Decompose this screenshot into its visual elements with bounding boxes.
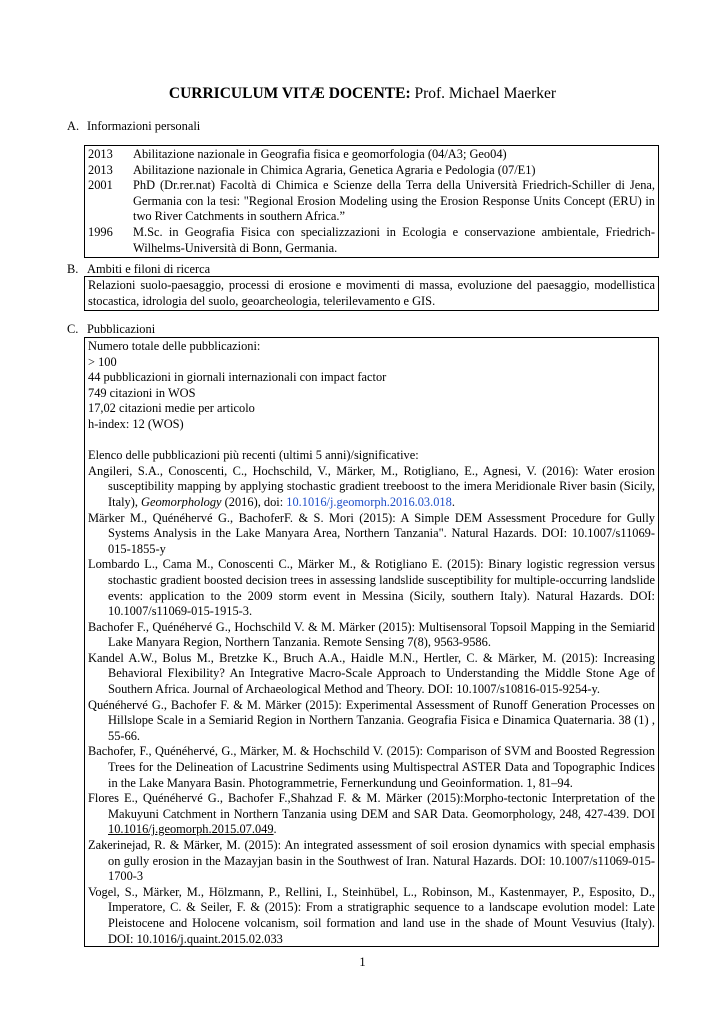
personal-row <box>88 178 655 225</box>
personal-row <box>88 147 655 163</box>
section-a-heading <box>67 119 200 135</box>
publication-list-heading: Elenco delle pubblicazioni più recenti (ultimi 5 anni)/significative: <box>88 448 419 463</box>
personal-info-box <box>84 145 659 258</box>
personal-text: Abilitazione nazionale in Geografia fisica e geomorfologia (04/A3; Geo04) <box>133 147 507 161</box>
journal-name: Geomorphology <box>141 494 222 509</box>
section-label: Ambiti e filoni di ricerca <box>87 262 211 276</box>
stat-line: 749 citazioni in WOS <box>88 385 196 400</box>
ref-text: (2016), doi: <box>221 494 287 509</box>
section-c-heading <box>67 322 155 338</box>
personal-text: PhD (Dr.rer.nat) Facoltà di Chimica e Scienze della Terra della Università Friedrich-Schiller di Jena, Germania con la tesi: "Regional Erosion Modeling using the Erosion Response Units Concept (ERU) in two River Catchments in southern Africa.” <box>133 178 655 224</box>
section-letter: B. <box>67 262 79 276</box>
publication-entry: Bachofer, F., Quénéhervé, G., Märker, M. & Hochschild V. (2015): Comparison of SVM and Boosted Regression Trees for the Delineation of Lacustrine Sediments using Multispectral ASTER Data and Topographic Indices in the Lake Manyara Basin. Photogrammetrie, Fernerkundung und Geoinformation. 1, 81–94. <box>88 744 655 790</box>
section-letter: A. <box>67 119 80 133</box>
stat-line: 44 pubblicazioni in giornali internazionali con impact factor <box>88 370 387 385</box>
section-label: Informazioni personali <box>87 119 201 133</box>
publications-box <box>84 337 659 947</box>
personal-text: M.Sc. in Geografia Fisica con specializzazioni in Ecologia e conservazione ambientale, Friedrich-Wilhelms-Università di Bonn, Germania. <box>133 224 655 255</box>
publication-entry <box>88 791 655 838</box>
research-box <box>84 276 659 311</box>
publication-entry: Bachofer F., Quénéhervé G., Hochschild V. & M. Märker (2015): Multisensoral Topsoil Mapping in the Semiarid Lake Manyara Region, Northern Tanzania. Remote Sensing 7(8), 9563-9586. <box>88 619 655 650</box>
ref-text: . <box>273 822 277 837</box>
page-title <box>0 84 725 104</box>
research-text: Relazioni suolo-paesaggio, processi di erosione e movimenti di massa, evoluzione del paesaggio, modellistica stocastica, idrologia del suolo, geoarcheologia, telerilevamento e GIS. <box>88 278 655 308</box>
doi-link[interactable]: 10.1016/j.geomorph.2015.07.049 <box>108 822 274 837</box>
ref-text: . <box>451 494 455 509</box>
title-bold: CURRICULUM VITÆ DOCENTE: <box>168 85 411 102</box>
personal-row <box>88 225 655 256</box>
publication-entry: Lombardo L., Cama M., Conoscenti C., Märker M., & Rotigliano E. (2015): Binary logistic regression versus stochastic gradient boosted decision trees in assessing landslide susceptibility for multiple-occurring landslide events: application to the 2009 storm event in Messina (Sicily, southern Italy). Natural Hazards. DOI: 10.1007/s11069-015-1915-3. <box>88 557 655 619</box>
publication-entry <box>88 464 655 511</box>
ref-text: Flores E., Quénéhervé G., Bachofer F.,Shahzad F. & M. Märker (2015):Morpho-tectonic Interpretation of the Makuyuni Catchment in Northern Tanzania using DEM and SAR Data. Geomorphology, 248, 427-439. DOI <box>88 791 655 821</box>
publication-entry: Quénéhervé G., Bachofer F. & M. Märker (2015): Experimental Assessment of Runoff Generation Processes on Hillslope Scale in a Semiarid Region in Northern Tanzania. Geografia Fisica e Dinamica Quaternaria. 38 (1) , 55-66. <box>88 697 655 743</box>
publication-entry: Zakerinejad, R. & Märker, M. (2015): An integrated assessment of soil erosion dynamics with special emphasis on gully erosion in the Mazayjan basin in the Southwest of Iran. Natural Hazards. DOI: 10.1007/s11069-015-1700-3 <box>88 838 655 884</box>
personal-row <box>88 163 655 179</box>
personal-year: 2013 <box>88 147 113 161</box>
stat-line: 17,02 citazioni medie per articolo <box>88 401 255 416</box>
personal-year: 1996 <box>88 224 113 239</box>
title-name: Prof. Michael Maerker <box>410 85 557 102</box>
personal-year: 2013 <box>88 162 113 177</box>
ref-text: Angileri, S.A., Conoscenti, C., Hochschild, V., Märker, M., Rotigliano, E., Agnesi, V. (2016): Water erosion susceptibility mapping by applying stochastic gradient treeboost to the imera Meridionale River basin (Sicily, Italy), <box>88 463 655 509</box>
spacer <box>88 433 655 449</box>
publication-entry: Märker M., Quénéhervé G., BachoferF. & S. Mori (2015): A Simple DEM Assessment Procedure for Gully Systems Analysis in the Lake Manyara Area, Northern Tanzania". Natural Hazards. DOI: 10.1007/s11069-015-1855-y <box>88 510 655 556</box>
publication-entry: Kandel A.W., Bolus M., Bretzke K., Bruch A.A., Haidle M.N., Hertler, C. & Märker, M. (2015): Increasing Behavioral Flexibility? An Integrative Macro-Scale Approach to Understanding the Middle Stone Age of Southern Africa. Journal of Archaeological Method and Theory. DOI: 10.1007/s10816-015-9254-y. <box>88 650 655 697</box>
stat-line: h-index: 12 (WOS) <box>88 416 184 431</box>
personal-year: 2001 <box>88 178 113 193</box>
stat-line: > 100 <box>88 354 117 369</box>
stat-line: Numero totale delle pubblicazioni: <box>88 339 261 353</box>
publication-entry: Vogel, S., Märker, M., Hölzmann, P., Rellini, I., Steinhübel, L., Robinson, M., Kastenmayer, P., Esposito, D., Imperatore, C. & Seiler, F. & (2015): From a stratigraphic sequence to a landscape evolution model: Late Pleistocene and Holocene volcanism, soil formation and land use in the shade of Mount Vesuvius (Italy). DOI: 10.1016/j.quaint.2015.02.033 <box>88 884 655 946</box>
section-letter: C. <box>67 322 79 336</box>
doi-link[interactable]: 10.1016/j.geomorph.2016.03.018 <box>286 494 452 509</box>
personal-text: Abilitazione nazionale in Chimica Agraria, Genetica Agraria e Pedologia (07/E1) <box>133 162 536 177</box>
section-label: Pubblicazioni <box>87 322 156 336</box>
page-number: 1 <box>359 955 366 969</box>
